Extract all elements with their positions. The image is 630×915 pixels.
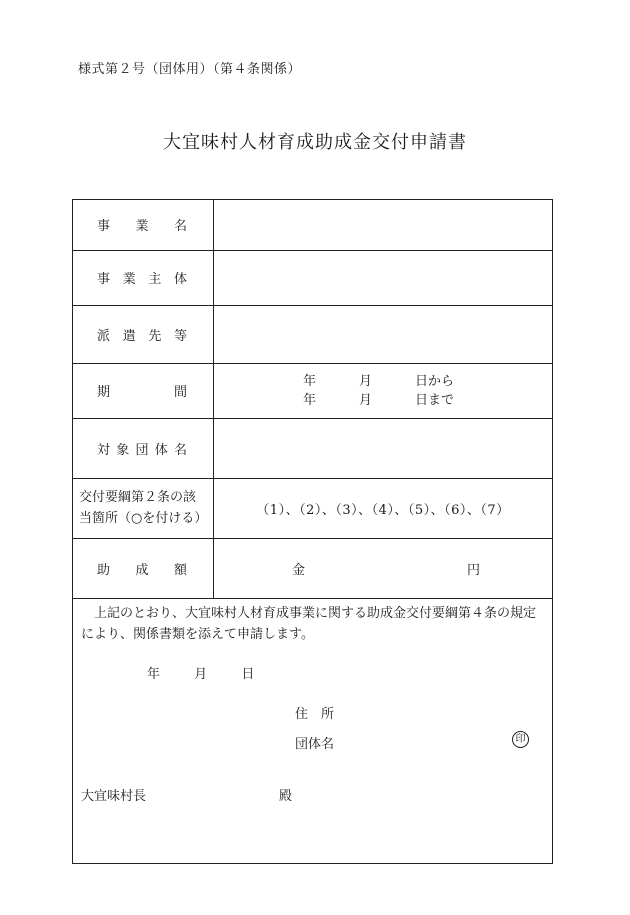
declaration-statement: 上記のとおり、大宜味村人材育成事業に関する助成金交付要綱第４条の規定により、関係書類を添えて申請します。 xyxy=(81,605,537,642)
applicable-item-label: 交付要綱第２条の該当箇所（○を付ける） xyxy=(79,490,208,526)
seal-stamp-mark: 印 xyxy=(512,731,529,748)
label-project-name xyxy=(73,200,214,250)
row-organizer xyxy=(73,250,552,305)
label-char: 名 xyxy=(173,219,187,235)
period-from-year: 年 xyxy=(303,373,317,389)
label-char: 額 xyxy=(173,562,187,578)
period-from xyxy=(214,372,552,391)
addressee-honorific: 殿 xyxy=(279,788,293,804)
label-char: 等 xyxy=(173,328,187,344)
label-char: 体 xyxy=(154,442,168,458)
organizer-field[interactable] xyxy=(214,250,553,305)
document-title: 大宜味村人材育成助成金交付申請書 xyxy=(163,132,467,153)
label-char: 派 xyxy=(97,328,111,344)
amount-unit: 円 xyxy=(467,562,481,578)
row-project-name xyxy=(73,200,552,250)
label-char: 成 xyxy=(135,562,149,578)
label-char: 事 xyxy=(97,219,111,235)
label-char: 間 xyxy=(173,385,187,400)
addressee: 大宜味村長 xyxy=(81,788,147,804)
row-destination xyxy=(73,305,552,363)
label-applicable-item xyxy=(73,478,214,538)
period-to-year: 年 xyxy=(303,392,317,408)
declaration-section xyxy=(73,599,552,865)
application-form xyxy=(72,199,553,864)
row-amount xyxy=(73,538,552,598)
label-char: 遣 xyxy=(122,328,136,344)
amount-prefix: 金 xyxy=(292,562,306,578)
label-char: 業 xyxy=(135,219,149,235)
period-to-day: 日まで xyxy=(415,392,455,408)
period-from-month: 月 xyxy=(359,373,373,389)
date-month: 月 xyxy=(194,666,208,682)
label-char: 名 xyxy=(173,442,187,458)
project-name-field[interactable] xyxy=(214,200,553,250)
period-to xyxy=(214,391,552,410)
period-to-month: 月 xyxy=(359,392,373,408)
target-group-field[interactable] xyxy=(214,418,553,478)
label-char: 先 xyxy=(148,328,162,344)
destination-field[interactable] xyxy=(214,305,553,363)
date-day: 日 xyxy=(241,666,255,682)
row-applicable-item xyxy=(73,478,552,538)
label-char: 期 xyxy=(97,385,111,400)
label-char: 団 xyxy=(135,442,149,458)
application-date[interactable] xyxy=(147,663,284,682)
applicable-item-options[interactable]: （1）、（2）、（3）、（4）、（5）、（6）、（7） xyxy=(214,478,553,538)
label-char: 助 xyxy=(97,562,111,578)
period-from-day: 日から xyxy=(415,373,455,389)
label-char: 業 xyxy=(122,272,136,287)
label-char: 対 xyxy=(97,442,111,458)
address-label: 住 所 xyxy=(295,706,335,722)
label-amount xyxy=(73,538,214,598)
label-period xyxy=(73,363,214,418)
date-year: 年 xyxy=(147,666,161,682)
fields-table xyxy=(73,200,552,599)
label-target-group xyxy=(73,418,214,478)
label-char: 事 xyxy=(97,272,111,287)
label-char: 象 xyxy=(116,442,130,458)
group-name-label: 団体名 xyxy=(295,736,335,752)
label-char: 体 xyxy=(173,272,187,287)
row-target-group xyxy=(73,418,552,478)
label-organizer xyxy=(73,250,214,305)
form-number: 様式第２号（団体用）（第４条関係） xyxy=(78,62,302,77)
period-field[interactable] xyxy=(214,363,553,418)
label-char: 主 xyxy=(148,272,162,287)
label-destination xyxy=(73,305,214,363)
row-period xyxy=(73,363,552,418)
amount-field[interactable] xyxy=(214,538,553,598)
